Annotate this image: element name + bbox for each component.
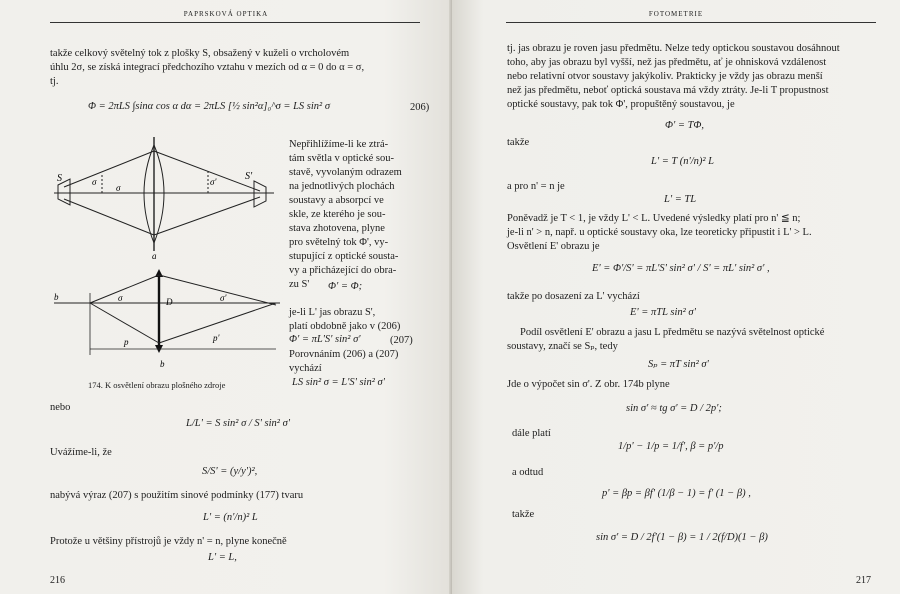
side-text-line: tám světla v optické sou- <box>289 153 394 164</box>
label-p: p <box>124 337 129 347</box>
side-text-line: Nepřihlížíme-li ke ztrá- <box>289 139 389 150</box>
text-line: takže <box>507 137 530 148</box>
text-line: optické soustavy, pak tok Φ', propuštěný soustavou, je <box>507 99 735 110</box>
figure-174a <box>54 137 274 261</box>
text-line: nebo relativní otvor soustavy jakýkoliv. Prakticky je vždy jas obrazu menší <box>507 71 823 82</box>
figure-174 <box>48 135 286 375</box>
label-sigma-prime: σ' <box>220 293 227 303</box>
text-line: a pro n' = n je <box>507 181 565 192</box>
label-b: b <box>160 359 165 369</box>
equation-sin: sin σ' ≈ tg σ' = D / 2p'; <box>626 403 722 414</box>
side-text-line: soustavy a absorpcí ve <box>289 195 384 206</box>
right-page <box>452 0 900 594</box>
ray <box>90 275 159 303</box>
text-line: takže celkový světelný tok z plošky S, obsažený v kuželi o vrcholovém <box>50 48 350 59</box>
side-text-line: skle, ze kterého je sou- <box>289 209 386 220</box>
equation-e: E' = Φ'/S' = πL'S' sin² σ' / S' = πL' sin² σ' , <box>592 263 770 274</box>
text-line: úhlu 2σ, se získá integrací předchozího vztahu v mezích od α = 0 do α = σ, <box>50 62 365 73</box>
label-sigma-prime: σ' <box>210 177 217 187</box>
text-line: je-li n' > n, např. u optické soustavy oka, lze teoreticky připustit i L' > L. <box>507 227 812 238</box>
side-text-line: pro světelný tok Φ', vy- <box>289 237 389 248</box>
figure-174b <box>54 269 280 369</box>
page-number-left: 216 <box>50 575 65 586</box>
text-line: tj. <box>50 76 59 87</box>
label-p-prime: p' <box>213 333 220 343</box>
side-text-line: stava zhotovena, plyne <box>289 223 385 234</box>
image-plane-S-prime <box>254 181 266 207</box>
running-header-right: FOTOMETRIE <box>648 10 704 18</box>
side-text-line: na jednotlivých plochách <box>289 181 395 192</box>
text-line: než jas předmětu, neboť optická soustava má vždy ztráty. Je-li T propustnost <box>507 85 829 96</box>
equation-ls: LS sin² σ = L'S' sin² σ' <box>292 377 385 388</box>
text-line: Protože u většiny přístrojů je vždy n' = n, plyne konečně <box>50 536 287 547</box>
equation-sin2: sin σ' = D / 2f'(1 − β) = 1 / 2(f/D)(1 − β) <box>596 532 768 543</box>
text-line: nabývá výraz (207) s použitím sinové podmínky (177) tvaru <box>50 490 304 501</box>
side-text-line: stavě, vyvolaným odrazem <box>289 167 402 178</box>
header-rule-left <box>50 22 420 23</box>
text-line: Poněvadž je T < 1, je vždy L' < L. Uvedené výsledky platí pro n' ≦ n; <box>507 213 801 224</box>
equation-207: Φ' = πL'S' sin² σ' <box>289 334 361 345</box>
side-text-line: platí obdobně jako v (206) <box>289 321 401 332</box>
side-text-line: stupující z optické sousta- <box>289 251 399 262</box>
side-text-line: zu S' <box>289 279 310 290</box>
ray <box>64 199 154 235</box>
equation-e2: E' = πTL sin² σ' <box>630 307 696 318</box>
label-b: b <box>54 292 59 302</box>
label-a: a <box>152 251 157 261</box>
equation-tl: L' = TL <box>664 194 697 205</box>
text-line: Podíl osvětlení E' obrazu a jasu L předmětu se nazývá světelnost optické <box>520 327 825 338</box>
label-sigma: σ <box>118 293 123 303</box>
equation-sp: Sₚ = πT sin² σ' <box>648 359 709 370</box>
equation-p: p' = βp = βf' (1/β − 1) = f' (1 − β) , <box>602 488 751 499</box>
side-text-line: Porovnáním (206) a (207) <box>289 349 399 360</box>
text-line: soustavy, značí se Sₚ, tedy <box>507 341 618 352</box>
label-S-prime: S' <box>245 171 253 182</box>
page-number-right: 217 <box>856 575 871 586</box>
ray <box>159 275 276 305</box>
ray <box>154 197 260 235</box>
equation-l: L' = (n'/n)² L <box>203 512 258 523</box>
text-line: nebo <box>50 402 71 413</box>
equation-206: Φ = 2πLS ∫sinα cos α dα = 2πLS [½ sin²α]₀^σ = LS sin² σ <box>88 101 330 112</box>
text-line: Jde o výpočet sin σ'. Z obr. 174b plyne <box>507 379 670 390</box>
header-rule-right <box>506 22 876 23</box>
text-line: dále platí <box>512 428 551 439</box>
equation-lt: L' = T (n'/n)² L <box>651 156 714 167</box>
ray <box>64 151 154 187</box>
side-text-line: je-li L' jas obrazu S', <box>289 307 376 318</box>
text-line: toho, aby jas obrazu byl vyšší, než jas předmětu, ať je ohnisková vzdálenost <box>507 57 827 68</box>
label-D: D <box>166 297 173 307</box>
equation-lens: 1/p' − 1/p = 1/f', β = p'/p <box>618 441 724 452</box>
equation-number: (207) <box>390 335 413 346</box>
label-sigma: σ <box>116 183 121 193</box>
equation-phi-t: Φ' = TΦ, <box>665 120 705 131</box>
equation-phi: Φ' = Φ; <box>328 281 363 292</box>
text-line: takže <box>512 509 535 520</box>
equation-s-ratio: S/S' = (y/y')², <box>202 466 258 477</box>
side-text-line: vychází <box>289 363 322 374</box>
running-header-left: PAPRSKOVÁ OPTIKA <box>183 10 269 18</box>
equation-ratio: L/L' = S sin² σ / S' sin² σ' <box>186 418 290 429</box>
figure-caption: 174. K osvětlení obrazu plošného zdroje <box>88 380 226 390</box>
text-line: Osvětlení E' obrazu je <box>507 241 600 252</box>
text-line: Uvážíme-li, že <box>50 447 112 458</box>
equation-number: 206) <box>410 102 430 113</box>
text-line: a odtud <box>512 467 544 478</box>
side-text-line: vy a přicházející do obra- <box>289 265 397 276</box>
text-line: takže po dosazení za L' vychází <box>507 291 640 302</box>
label-S: S <box>57 173 62 184</box>
equation-final: L' = L, <box>208 552 237 563</box>
label-sigma: σ <box>92 177 97 187</box>
text-line: tj. jas obrazu je roven jasu předmětu. Nelze tedy optickou soustavou dosáhnout <box>507 43 840 54</box>
